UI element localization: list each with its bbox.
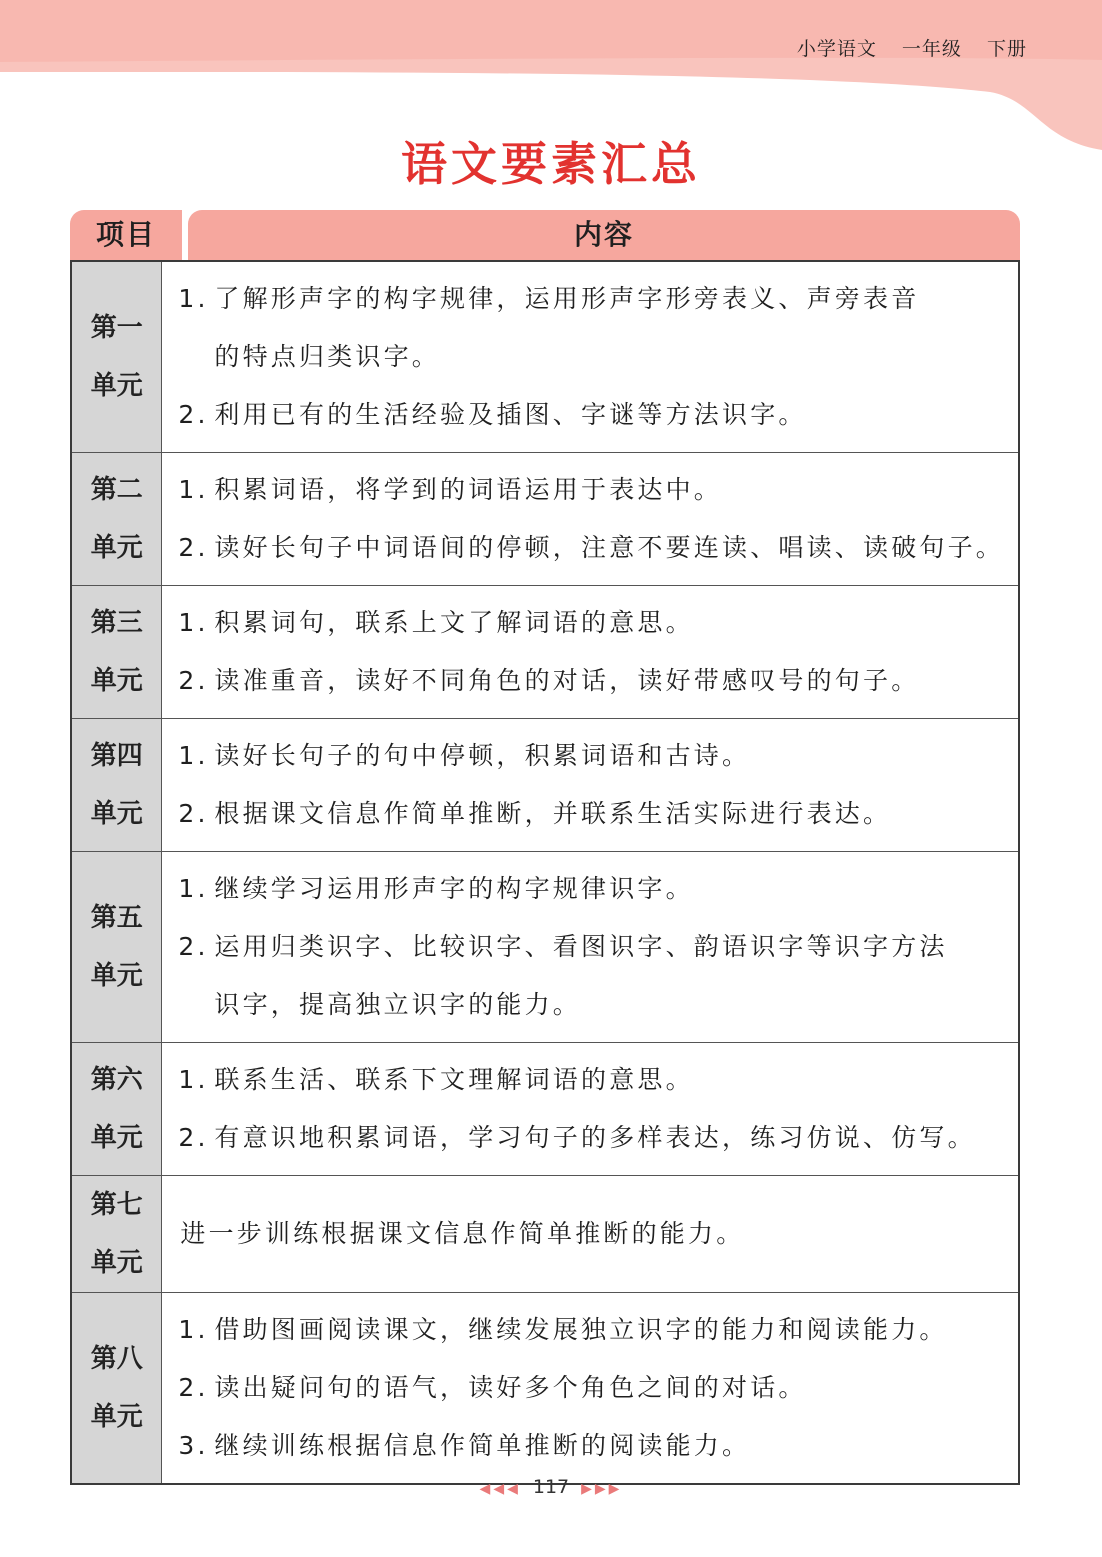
unit-label: 单元: [90, 1123, 143, 1153]
unit-cell: [71, 453, 162, 586]
content-line: [178, 652, 1004, 710]
item-text: 积累词语，将学到的词语运用于表达中。: [214, 475, 722, 504]
page-title: 语文要素汇总: [401, 137, 701, 191]
content-line: [178, 594, 1004, 652]
item-number: 1.: [178, 475, 209, 504]
table-row: [71, 261, 1019, 453]
item-number: 2.: [178, 1373, 209, 1402]
item-text: 读好长句子中词语间的停顿，注意不要连读、唱读、读破句子。: [214, 533, 1004, 562]
content-cell: [162, 453, 1019, 586]
unit-label: 第六: [90, 1065, 143, 1095]
header-grade: 一年级: [901, 38, 962, 60]
item-number: 2.: [178, 533, 209, 562]
content-cell: [162, 852, 1019, 1043]
item-text: 识字，提高独立识字的能力。: [214, 990, 581, 1019]
item-number: 1.: [178, 1315, 209, 1344]
unit-label: 第一: [90, 313, 143, 343]
table-row: [71, 1043, 1019, 1176]
item-number: 1.: [178, 874, 209, 903]
unit-cell: [71, 1043, 162, 1176]
unit-label: 第八: [90, 1344, 143, 1374]
item-number: 1.: [178, 741, 209, 770]
unit-cell: [71, 261, 162, 453]
item-text: 读出疑问句的语气，读好多个角色之间的对话。: [214, 1373, 807, 1402]
item-text: 继续训练根据信息作简单推断的阅读能力。: [214, 1431, 751, 1460]
unit-label: 单元: [90, 961, 143, 991]
item-text: 有意识地积累词语，学习句子的多样表达，练习仿说、仿写。: [214, 1123, 976, 1152]
page-number-footer: [0, 1476, 1102, 1498]
item-text: 运用归类识字、比较识字、看图识字、韵语识字等识字方法: [214, 932, 948, 961]
item-number: 2.: [178, 1123, 209, 1152]
content-line: [178, 918, 1004, 976]
unit-label: 第四: [90, 741, 143, 771]
item-number: 2.: [178, 400, 209, 429]
content-cell: [162, 1176, 1019, 1293]
table-row: [71, 852, 1019, 1043]
content-cell: [162, 1293, 1019, 1485]
header-content-cell: 内容: [188, 210, 1020, 260]
unit-label: 单元: [90, 371, 143, 401]
content-line: [178, 785, 1004, 843]
item-text: 了解形声字的构字规律，运用形声字形旁表义、声旁表音: [214, 284, 920, 313]
content-line: [178, 270, 1004, 328]
summary-table-body: [70, 260, 1020, 1485]
content-line: [178, 727, 1004, 785]
content-line: [178, 976, 1004, 1034]
table-row: [71, 1176, 1019, 1293]
item-text: 联系生活、联系下文理解词语的意思。: [214, 1065, 694, 1094]
content-cell: [162, 1043, 1019, 1176]
header-meta: [779, 34, 1027, 61]
item-number: 2.: [178, 799, 209, 828]
unit-label: 第五: [90, 903, 143, 933]
content-line: [178, 860, 1004, 918]
unit-cell: [71, 1176, 162, 1293]
unit-cell: [71, 1293, 162, 1485]
item-text: 读好长句子的句中停顿，积累词语和古诗。: [214, 741, 751, 770]
content-line: [178, 1051, 1004, 1109]
right-arrows-icon: ▶▶▶: [581, 1481, 623, 1497]
content-cell: [162, 719, 1019, 852]
item-text: 积累词句，联系上文了解词语的意思。: [214, 608, 694, 637]
item-number: 3.: [178, 1431, 209, 1460]
unit-label: 单元: [90, 533, 143, 563]
item-text: 进一步训练根据课文信息作简单推断的能力。: [180, 1219, 745, 1248]
unit-label: 第二: [90, 475, 143, 505]
unit-label: 单元: [90, 1402, 143, 1432]
summary-table: [70, 210, 1020, 1485]
unit-cell: [71, 852, 162, 1043]
table-header-row: [70, 210, 1020, 260]
header-volume: 下册: [986, 38, 1027, 60]
content-line: [178, 1109, 1004, 1167]
content-line: [178, 1301, 1004, 1359]
table-row: [71, 453, 1019, 586]
content-line: [178, 386, 1004, 444]
page-number: 117: [532, 1476, 570, 1498]
content-line: [178, 519, 1004, 577]
content-cell: [162, 586, 1019, 719]
unit-label: 第七: [90, 1190, 143, 1220]
item-text: 继续学习运用形声字的构字规律识字。: [214, 874, 694, 903]
item-number: 1.: [178, 1065, 209, 1094]
item-number: 2.: [178, 666, 209, 695]
item-number: 1.: [178, 284, 209, 313]
item-text: 借助图画阅读课文，继续发展独立识字的能力和阅读能力。: [214, 1315, 948, 1344]
table-row: [71, 1293, 1019, 1485]
unit-label: 单元: [90, 799, 143, 829]
item-text: 根据课文信息作简单推断，并联系生活实际进行表达。: [214, 799, 892, 828]
content-line: [178, 461, 1004, 519]
unit-label: 第三: [90, 608, 143, 638]
unit-label: 单元: [90, 666, 143, 696]
header-subject: 小学语文: [796, 38, 877, 60]
left-arrows-icon: ◀◀◀: [479, 1481, 521, 1497]
content-cell: [162, 261, 1019, 453]
content-line: [178, 1417, 1004, 1475]
item-number: 2.: [178, 932, 209, 961]
content-line: [178, 328, 1004, 386]
item-text: 读准重音，读好不同角色的对话，读好带感叹号的句子。: [214, 666, 920, 695]
table-row: [71, 586, 1019, 719]
content-line: [178, 1359, 1004, 1417]
item-text: 的特点归类识字。: [214, 342, 440, 371]
unit-cell: [71, 586, 162, 719]
unit-cell: [71, 719, 162, 852]
unit-label: 单元: [90, 1248, 143, 1278]
table-row: [71, 719, 1019, 852]
item-number: 1.: [178, 608, 209, 637]
item-text: 利用已有的生活经验及插图、字谜等方法识字。: [214, 400, 807, 429]
header-item-cell: 项目: [70, 210, 182, 260]
content-line: [178, 1205, 1004, 1263]
